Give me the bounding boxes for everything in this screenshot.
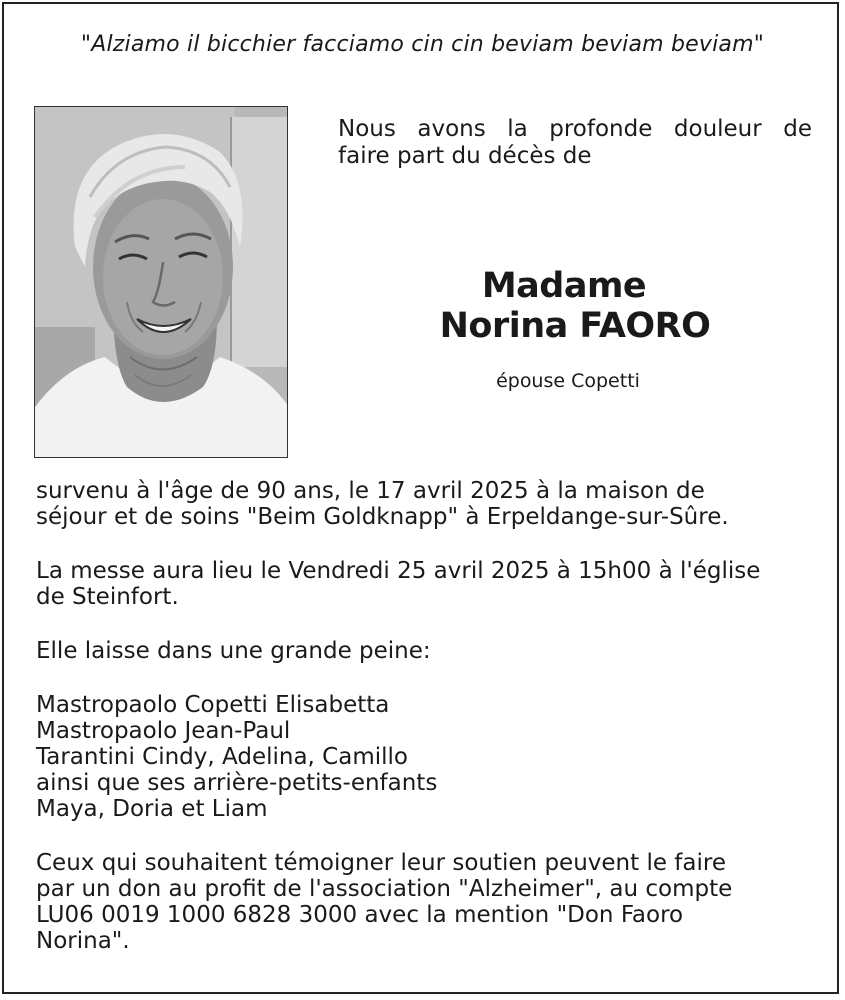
donation-line: Ceux qui souhaitent témoigner leur soutien peuvent le faire [36,850,726,876]
portrait-photo [34,106,288,458]
deceased-title: Madame [481,266,647,306]
mass-line: de Steinfort. [36,584,179,610]
donation-line: Norina". [36,928,130,954]
family-member: Maya, Doria et Liam [36,796,268,822]
death-paragraph [36,478,816,530]
donation-paragraph [36,850,816,954]
death-line: séjour et de soins "Beim Goldknapp" à Erpeldange-sur-Sûre. [36,504,729,530]
mass-line: La messe aura lieu le Vendredi 25 avril 2025 à 15h00 à l'église [36,558,761,584]
deceased-name-block [338,266,812,346]
family-member: Tarantini Cindy, Adelina, Camillo [36,744,408,770]
deceased-name: Norina FAORO [439,306,711,346]
family-member: Mastropaolo Jean-Paul [36,718,291,744]
grief-line: Elle laisse dans une grande peine: [36,638,431,664]
intro-line-2: faire part du décès de [338,143,592,169]
mass-paragraph [36,558,816,610]
notice-body [36,478,816,982]
spouse-line: épouse Copetti [496,370,640,392]
grief-paragraph [36,638,816,664]
donation-line: par un don au profit de l'association "Alzheimer", au compte [36,876,733,902]
intro-line-1: Nous avons la profonde douleur de [338,116,812,142]
donation-line: LU06 0019 1000 6828 3000 avec la mention "Don Faoro [36,902,684,928]
portrait-photo-icon [35,107,288,458]
family-list [36,692,816,822]
family-member: Mastropaolo Copetti Elisabetta [36,692,390,718]
death-line: survenu à l'âge de 90 ans, le 17 avril 2025 à la maison de [36,478,705,504]
intro-text [338,116,812,170]
family-member: ainsi que ses arrière-petits-enfants [36,770,438,796]
epigraph-quote: "Alziamo il bicchier facciamo cin cin beviam beviam beviam" [80,32,765,57]
